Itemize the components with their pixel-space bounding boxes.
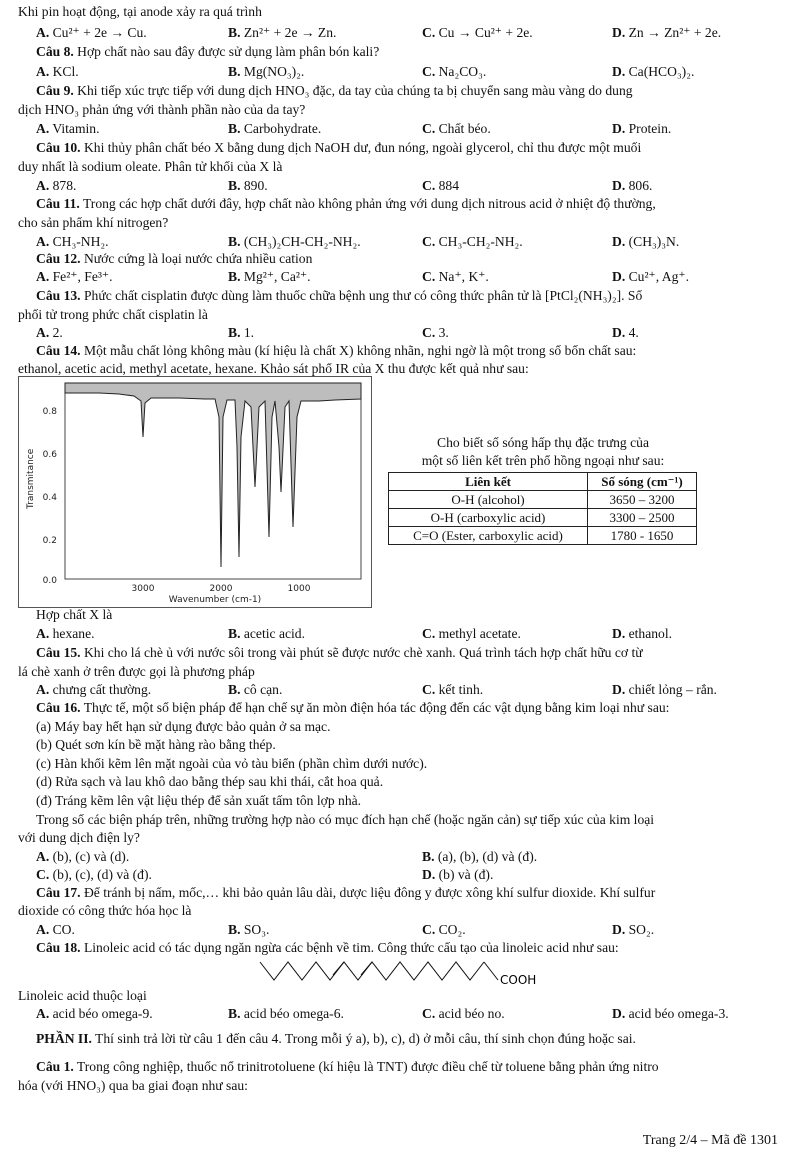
ir-spectrum-chart [19, 377, 371, 607]
carbon-chain [260, 962, 484, 980]
option-b: B. (a), (b), (d) và (đ). [422, 849, 538, 864]
option-a: A. Vitamin. [36, 121, 100, 136]
question-14-prompt: Hợp chất X là [36, 607, 113, 622]
y-tick-label: 0.2 [42, 536, 57, 546]
list-item: (d) Rửa sạch và lau khô dao bằng thép sau khi thái, cắt hoa quả. [36, 774, 384, 789]
option-d: D. Protein. [612, 121, 672, 136]
option-d: D. SO₂. [612, 922, 655, 937]
option-c: C. Chất béo. [422, 121, 491, 136]
question-17: Câu 17. Để tránh bị nấm, mốc,… khi bảo quản lâu dài, dược liệu đông y được xông khí sulfur dioxide. Khí sulfur [36, 885, 656, 900]
question-16-query-cont: với dung dịch điện ly? [18, 830, 140, 845]
option-d: D. Zn → Zn²⁺ + 2e. [612, 25, 722, 40]
option-a: A. Cu²⁺ + 2e → Cu. [36, 25, 147, 40]
part-2-label: PHẦN II. [36, 1031, 92, 1046]
table-row [389, 491, 697, 509]
table-row [389, 509, 697, 527]
plot-frame [65, 383, 361, 579]
y-axis-label: Transmitance [26, 448, 36, 509]
option-c: C. 884 [422, 178, 460, 193]
option-a: A. 2. [36, 325, 63, 340]
list-item: (a) Máy bay hết hạn sử dụng được bảo quản ở sa mạc. [36, 719, 331, 734]
option-c: C. methyl acetate. [422, 626, 521, 641]
part-2-question-1: Câu 1. Trong công nghiệp, thuốc nổ trinitrotoluene (kí hiệu là TNT) được điều chế từ toluene bằng phản ứng nitro [36, 1059, 659, 1074]
option-a: A. KCl. [36, 64, 79, 79]
list-item: (b) Quét sơn kín bề mặt hàng rào bằng thép. [36, 737, 276, 752]
x-axis-label: Wavenumber (cm-1) [168, 595, 262, 605]
option-d: D. Cu²⁺, Ag⁺. [612, 269, 689, 284]
y-tick-label: 0.8 [42, 407, 57, 417]
option-d: D. ethanol. [612, 626, 673, 641]
option-a: A. (b), (c) và (d). [36, 849, 130, 864]
question-11: Câu 11. Trong các hợp chất dưới đây, hợp chất nào không phản ứng với dung dịch nitrous acid ở nhiệt độ thường, [36, 196, 656, 211]
option-b: B. cô cạn. [228, 682, 283, 697]
question-15: Câu 15. Khi cho lá chè ủ với nước sôi trong vài phút sẽ được nước chè xanh. Quá trình tách hợp chất hữu cơ từ [36, 645, 643, 660]
x-tick-label: 1000 [287, 584, 311, 594]
question-10-cont: duy nhất là sodium oleate. Phân tử khối của X là [18, 159, 283, 174]
part-2-question-1-cont: hóa (với HNO₃) qua ba giai đoạn như sau: [18, 1078, 248, 1093]
y-tick-label: 0.6 [42, 450, 57, 460]
question-15-cont: lá chè xanh ở trên được gọi là phương pháp [18, 664, 255, 679]
option-a: A. CH₃-NH₂. [36, 234, 109, 249]
question-13: Câu 13. Phức chất cisplatin được dùng làm thuốc chữa bệnh ung thư có công thức phân tử là [PtCl₂(NH₃)₂]. Số [36, 288, 643, 303]
option-a: A. acid béo omega-9. [36, 1006, 153, 1021]
option-d: D. acid béo omega-3. [612, 1006, 729, 1021]
option-b: B. Mg(NO₃)₂. [228, 64, 305, 79]
option-d: D. Ca(HCO₃)₂. [612, 64, 695, 79]
question-9-cont: dịch HNO₃ phản ứng với thành phần nào của da tay? [18, 102, 306, 117]
option-b: B. (CH₃)₂CH-CH₂-NH₂. [228, 234, 361, 249]
ir-spectrum-figure [18, 376, 372, 608]
option-a: A. chưng cất thường. [36, 682, 152, 697]
option-c: C. Na⁺, K⁺. [422, 269, 489, 284]
option-b: B. SO₃. [228, 922, 270, 937]
x-tick-label: 3000 [131, 584, 155, 594]
option-d: D. (b) và (đ). [422, 867, 494, 882]
option-b: B. 890. [228, 178, 268, 193]
table-header: Số sóng (cm⁻¹) [588, 473, 697, 491]
option-a: A. 878. [36, 178, 77, 193]
option-b: B. Zn²⁺ + 2e → Zn. [228, 25, 337, 40]
question-13-cont: phối tử trong phức chất cisplatin là [18, 307, 208, 322]
question-8: Câu 8. Hợp chất nào sau đây được sử dụng làm phân bón kali? [36, 44, 380, 59]
table-row [389, 527, 697, 545]
option-d: D. 806. [612, 178, 653, 193]
question-11-cont: cho sản phẩm khí nitrogen? [18, 215, 169, 230]
table-caption-line: Cho biết số sóng hấp thụ đặc trưng của [437, 435, 649, 450]
double-bond [361, 962, 372, 975]
table-cell: 3650 – 3200 [588, 491, 697, 509]
question-12: Câu 12. Nước cứng là loại nước chứa nhiều cation [36, 251, 313, 266]
ir-absorbance-fill [65, 383, 361, 567]
ir-wavenumber-table [388, 472, 697, 545]
table-cell: 1780 - 1650 [588, 527, 697, 545]
page-footer: Trang 2/4 – Mã đề 1301 [642, 1133, 778, 1148]
question-16-query: Trong số các biện pháp trên, những trường hợp nào có mục đích hạn chế (hoặc ngăn cản) sự tiếp xúc của kim loại [36, 812, 655, 827]
option-c: C. CH₃-CH₂-NH₂. [422, 234, 523, 249]
question-14-cont: ethanol, acetic acid, methyl acetate, hexane. Khảo sát phổ IR của X thu được kết quả như sau: [18, 361, 529, 376]
question-18: Câu 18. Linoleic acid có tác dụng ngăn ngừa các bệnh về tim. Công thức cấu tạo của linoleic acid như sau: [36, 940, 619, 955]
question-10: Câu 10. Khi thủy phân chất béo X bằng dung dịch NaOH dư, đun nóng, ngoài glycerol, chỉ thu được một muối [36, 140, 642, 155]
question-14: Câu 14. Một mẫu chất lỏng không màu (kí hiệu là chất X) không nhãn, nghi ngờ là một trong số bốn chất sau: [36, 343, 637, 358]
cooh-label: COOH [500, 973, 537, 986]
option-c: C. kết tinh. [422, 682, 484, 697]
part-2-instructions: Thí sinh trả lời từ câu 1 đến câu 4. Trong mỗi ý a), b), c), d) ở mỗi câu, thí sinh chọn đúng hoặc sai. [95, 1031, 636, 1046]
question-18-prompt: Linoleic acid thuộc loại [18, 988, 147, 1003]
table-caption-line: một số liên kết trên phổ hồng ngoại như sau: [421, 453, 665, 468]
option-c: C. Cu → Cu²⁺ + 2e. [422, 25, 533, 40]
double-bond [333, 962, 344, 975]
list-item: (đ) Tráng kẽm lên vật liệu thép để sản xuất tấm tôn lợp nhà. [36, 793, 362, 808]
option-a: A. Fe²⁺, Fe³⁺. [36, 269, 113, 284]
option-b: B. Carbohydrate. [228, 121, 322, 136]
option-b: B. Mg²⁺, Ca²⁺. [228, 269, 311, 284]
text-line: Khi pin hoạt động, tại anode xảy ra quá trình [18, 4, 262, 19]
option-c: C. CO₂. [422, 922, 466, 937]
table-cell: O-H (alcohol) [389, 491, 588, 509]
option-b: B. acetic acid. [228, 626, 305, 641]
option-c: C. 3. [422, 325, 449, 340]
option-b: B. acid béo omega-6. [228, 1006, 344, 1021]
option-d: D. 4. [612, 325, 639, 340]
question-17-cont: dioxide có công thức hóa học là [18, 903, 192, 918]
question-9: Câu 9. Khi tiếp xúc trực tiếp với dung dịch HNO₃ đặc, da tay của chúng ta bị chuyển sang màu vàng do dung [36, 83, 633, 98]
table-header: Liên kết [389, 473, 588, 491]
x-tick-label: 2000 [209, 584, 233, 594]
question-16: Câu 16. Thực tế, một số biện pháp để hạn chế sự ăn mòn điện hóa tác động đến các vật dụng bằng kim loại như sau: [36, 700, 670, 715]
option-a: A. hexane. [36, 626, 95, 641]
bond [484, 962, 498, 980]
option-c: C. acid béo no. [422, 1006, 505, 1021]
option-c: C. (b), (c), (d) và (đ). [36, 867, 152, 882]
option-c: C. Na₂CO₃. [422, 64, 487, 79]
option-d: D. chiết lỏng – rắn. [612, 682, 717, 697]
table-cell: O-H (carboxylic acid) [389, 509, 588, 527]
part-2-heading [36, 1030, 786, 1048]
y-tick-label: 0.4 [42, 493, 57, 503]
linoleic-acid-structure [258, 958, 548, 986]
option-a: A. CO. [36, 922, 75, 937]
table-cell: 3300 – 2500 [588, 509, 697, 527]
table-cell: C=O (Ester, carboxylic acid) [389, 527, 588, 545]
option-b: B. 1. [228, 325, 255, 340]
y-tick-label: 0.0 [42, 576, 57, 586]
list-item: (c) Hàn khối kẽm lên mặt ngoài của vỏ tàu biển (phần chìm dưới nước). [36, 756, 428, 771]
option-d: D. (CH₃)₃N. [612, 234, 680, 249]
table-caption [388, 434, 698, 470]
